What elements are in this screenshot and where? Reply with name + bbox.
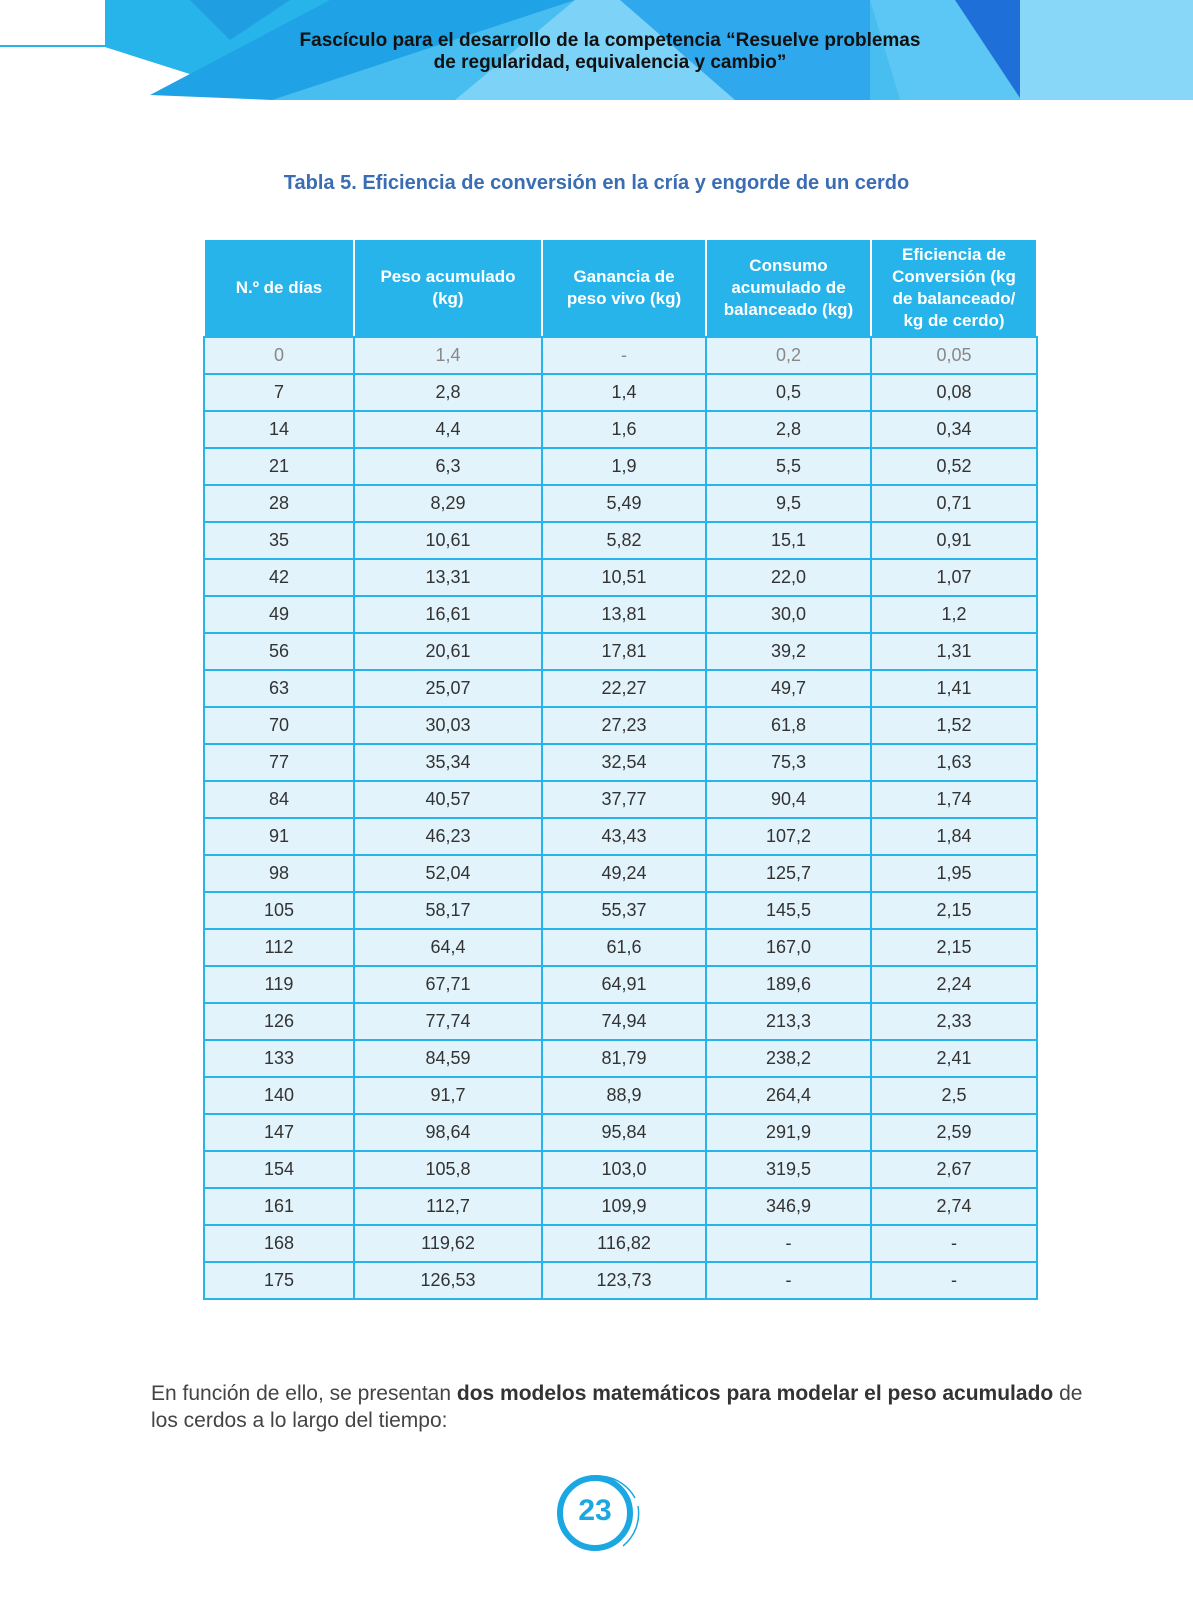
cell-eficiencia: 2,67 (871, 1151, 1037, 1188)
page-number: 23 (578, 1494, 612, 1527)
cell-consumo: 189,6 (706, 966, 871, 1003)
cell-dias: 28 (204, 485, 354, 522)
cell-dias: 0 (204, 337, 354, 374)
table-row (204, 1151, 1037, 1188)
cell-peso-acumulado: 126,53 (354, 1262, 542, 1299)
cell-dias: 35 (204, 522, 354, 559)
table-body (204, 337, 1037, 1299)
cell-peso-acumulado: 35,34 (354, 744, 542, 781)
cell-consumo: 2,8 (706, 411, 871, 448)
cell-dias: 112 (204, 929, 354, 966)
cell-ganancia: - (542, 337, 706, 374)
cell-dias: 42 (204, 559, 354, 596)
table-row (204, 633, 1037, 670)
cell-dias: 70 (204, 707, 354, 744)
header-title (200, 30, 1020, 74)
cell-dias: 91 (204, 818, 354, 855)
cell-dias: 133 (204, 1040, 354, 1077)
cell-peso-acumulado: 30,03 (354, 707, 542, 744)
header-dias: N.º de días (204, 239, 354, 337)
cell-eficiencia: 0,52 (871, 448, 1037, 485)
cell-ganancia: 37,77 (542, 781, 706, 818)
header-ganancia: Ganancia de peso vivo (kg) (542, 239, 706, 337)
table-row (204, 485, 1037, 522)
cell-ganancia: 22,27 (542, 670, 706, 707)
cell-peso-acumulado: 77,74 (354, 1003, 542, 1040)
cell-dias: 77 (204, 744, 354, 781)
cell-dias: 154 (204, 1151, 354, 1188)
cell-ganancia: 32,54 (542, 744, 706, 781)
cell-ganancia: 95,84 (542, 1114, 706, 1151)
cell-consumo: 167,0 (706, 929, 871, 966)
cell-ganancia: 61,6 (542, 929, 706, 966)
table-row (204, 1003, 1037, 1040)
table-header-row (204, 239, 1037, 337)
cell-peso-acumulado: 98,64 (354, 1114, 542, 1151)
table-row (204, 1225, 1037, 1262)
cell-eficiencia: 2,74 (871, 1188, 1037, 1225)
cell-consumo: - (706, 1262, 871, 1299)
body-paragraph: En función de ello, se presentan dos modelos matemáticos para modelar el peso acumulado de los cerdos a lo largo del tiempo: (151, 1382, 1083, 1432)
cell-consumo: 0,5 (706, 374, 871, 411)
cell-ganancia: 103,0 (542, 1151, 706, 1188)
cell-eficiencia: 0,08 (871, 374, 1037, 411)
cell-consumo: 30,0 (706, 596, 871, 633)
cell-consumo: 125,7 (706, 855, 871, 892)
cell-consumo: 0,2 (706, 337, 871, 374)
table-row (204, 744, 1037, 781)
cell-ganancia: 81,79 (542, 1040, 706, 1077)
cell-peso-acumulado: 112,7 (354, 1188, 542, 1225)
cell-consumo: 5,5 (706, 448, 871, 485)
table-row (204, 929, 1037, 966)
table-row (204, 374, 1037, 411)
table-row (204, 670, 1037, 707)
cell-peso-acumulado: 84,59 (354, 1040, 542, 1077)
header-consumo: Consumo acumulado de balanceado (kg) (706, 239, 871, 337)
cell-consumo: 107,2 (706, 818, 871, 855)
cell-consumo: 75,3 (706, 744, 871, 781)
cell-consumo: 22,0 (706, 559, 871, 596)
cell-ganancia: 88,9 (542, 1077, 706, 1114)
cell-consumo: 9,5 (706, 485, 871, 522)
cell-ganancia: 27,23 (542, 707, 706, 744)
cell-peso-acumulado: 10,61 (354, 522, 542, 559)
cell-dias: 56 (204, 633, 354, 670)
cell-dias: 105 (204, 892, 354, 929)
cell-eficiencia: 1,95 (871, 855, 1037, 892)
cell-eficiencia: 1,84 (871, 818, 1037, 855)
cell-ganancia: 109,9 (542, 1188, 706, 1225)
cell-ganancia: 49,24 (542, 855, 706, 892)
cell-ganancia: 17,81 (542, 633, 706, 670)
table-row (204, 707, 1037, 744)
header-peso-acumulado: Peso acumulado (kg) (354, 239, 542, 337)
cell-peso-acumulado: 8,29 (354, 485, 542, 522)
cell-peso-acumulado: 64,4 (354, 929, 542, 966)
cell-peso-acumulado: 13,31 (354, 559, 542, 596)
cell-consumo: 49,7 (706, 670, 871, 707)
cell-eficiencia: 2,24 (871, 966, 1037, 1003)
cell-dias: 98 (204, 855, 354, 892)
cell-eficiencia: 0,05 (871, 337, 1037, 374)
cell-peso-acumulado: 40,57 (354, 781, 542, 818)
cell-eficiencia: 1,74 (871, 781, 1037, 818)
cell-consumo: 213,3 (706, 1003, 871, 1040)
cell-peso-acumulado: 16,61 (354, 596, 542, 633)
header-title-line1: Fascículo para el desarrollo de la competencia “Resuelve problemas (299, 30, 921, 51)
cell-peso-acumulado: 67,71 (354, 966, 542, 1003)
cell-consumo: 39,2 (706, 633, 871, 670)
cell-peso-acumulado: 25,07 (354, 670, 542, 707)
cell-eficiencia: 2,41 (871, 1040, 1037, 1077)
cell-consumo: 319,5 (706, 1151, 871, 1188)
cell-eficiencia: 1,07 (871, 559, 1037, 596)
cell-ganancia: 55,37 (542, 892, 706, 929)
cell-dias: 126 (204, 1003, 354, 1040)
cell-ganancia: 74,94 (542, 1003, 706, 1040)
cell-eficiencia: 1,2 (871, 596, 1037, 633)
cell-peso-acumulado: 119,62 (354, 1225, 542, 1262)
table-row (204, 818, 1037, 855)
cell-eficiencia: 1,41 (871, 670, 1037, 707)
cell-dias: 7 (204, 374, 354, 411)
cell-dias: 49 (204, 596, 354, 633)
cell-dias: 21 (204, 448, 354, 485)
cell-ganancia: 5,82 (542, 522, 706, 559)
cell-consumo: 291,9 (706, 1114, 871, 1151)
table-row (204, 448, 1037, 485)
cell-eficiencia: 2,15 (871, 929, 1037, 966)
cell-dias: 63 (204, 670, 354, 707)
cell-consumo: 145,5 (706, 892, 871, 929)
cell-eficiencia: 2,15 (871, 892, 1037, 929)
cell-peso-acumulado: 4,4 (354, 411, 542, 448)
cell-consumo: 264,4 (706, 1077, 871, 1114)
cell-ganancia: 1,9 (542, 448, 706, 485)
cell-ganancia: 123,73 (542, 1262, 706, 1299)
table-caption: Tabla 5. Eficiencia de conversión en la cría y engorde de un cerdo (283, 172, 910, 194)
cell-eficiencia: - (871, 1262, 1037, 1299)
cell-ganancia: 13,81 (542, 596, 706, 633)
header-eficiencia: Eficiencia de Conversión (kg de balanceado/ kg de cerdo) (871, 239, 1037, 337)
table-row (204, 559, 1037, 596)
table-row (204, 855, 1037, 892)
cell-dias: 168 (204, 1225, 354, 1262)
cell-peso-acumulado: 58,17 (354, 892, 542, 929)
cell-eficiencia: 2,33 (871, 1003, 1037, 1040)
table-row (204, 892, 1037, 929)
cell-ganancia: 10,51 (542, 559, 706, 596)
cell-peso-acumulado: 6,3 (354, 448, 542, 485)
cell-ganancia: 1,6 (542, 411, 706, 448)
cell-ganancia: 43,43 (542, 818, 706, 855)
table-row (204, 781, 1037, 818)
cell-eficiencia: 0,71 (871, 485, 1037, 522)
table-row (204, 1077, 1037, 1114)
header-title-line2: de regularidad, equivalencia y cambio” (433, 52, 787, 73)
cell-dias: 119 (204, 966, 354, 1003)
cell-peso-acumulado: 52,04 (354, 855, 542, 892)
cell-eficiencia: 1,63 (871, 744, 1037, 781)
cell-dias: 161 (204, 1188, 354, 1225)
table-row (204, 1262, 1037, 1299)
cell-dias: 175 (204, 1262, 354, 1299)
table-row (204, 966, 1037, 1003)
cell-consumo: 238,2 (706, 1040, 871, 1077)
cell-ganancia: 1,4 (542, 374, 706, 411)
data-table (203, 238, 1038, 1300)
cell-ganancia: 116,82 (542, 1225, 706, 1262)
table-row (204, 337, 1037, 374)
cell-peso-acumulado: 2,8 (354, 374, 542, 411)
table-row (204, 522, 1037, 559)
cell-consumo: 15,1 (706, 522, 871, 559)
cell-peso-acumulado: 91,7 (354, 1077, 542, 1114)
cell-eficiencia: 1,52 (871, 707, 1037, 744)
table-row (204, 596, 1037, 633)
cell-dias: 84 (204, 781, 354, 818)
cell-peso-acumulado: 1,4 (354, 337, 542, 374)
table-row (204, 1114, 1037, 1151)
cell-peso-acumulado: 105,8 (354, 1151, 542, 1188)
cell-eficiencia: 2,5 (871, 1077, 1037, 1114)
cell-consumo: - (706, 1225, 871, 1262)
cell-peso-acumulado: 46,23 (354, 818, 542, 855)
cell-consumo: 346,9 (706, 1188, 871, 1225)
cell-ganancia: 5,49 (542, 485, 706, 522)
body-paragraph-bold: dos modelos matemáticos para modelar el peso acumulado (456, 1382, 1054, 1405)
table-row (204, 1188, 1037, 1225)
cell-peso-acumulado: 20,61 (354, 633, 542, 670)
cell-dias: 147 (204, 1114, 354, 1151)
cell-ganancia: 64,91 (542, 966, 706, 1003)
cell-dias: 14 (204, 411, 354, 448)
cell-eficiencia: 0,34 (871, 411, 1037, 448)
table-row (204, 411, 1037, 448)
cell-consumo: 61,8 (706, 707, 871, 744)
cell-eficiencia: 0,91 (871, 522, 1037, 559)
cell-dias: 140 (204, 1077, 354, 1114)
cell-eficiencia: - (871, 1225, 1037, 1262)
table-row (204, 1040, 1037, 1077)
cell-eficiencia: 1,31 (871, 633, 1037, 670)
cell-consumo: 90,4 (706, 781, 871, 818)
cell-eficiencia: 2,59 (871, 1114, 1037, 1151)
